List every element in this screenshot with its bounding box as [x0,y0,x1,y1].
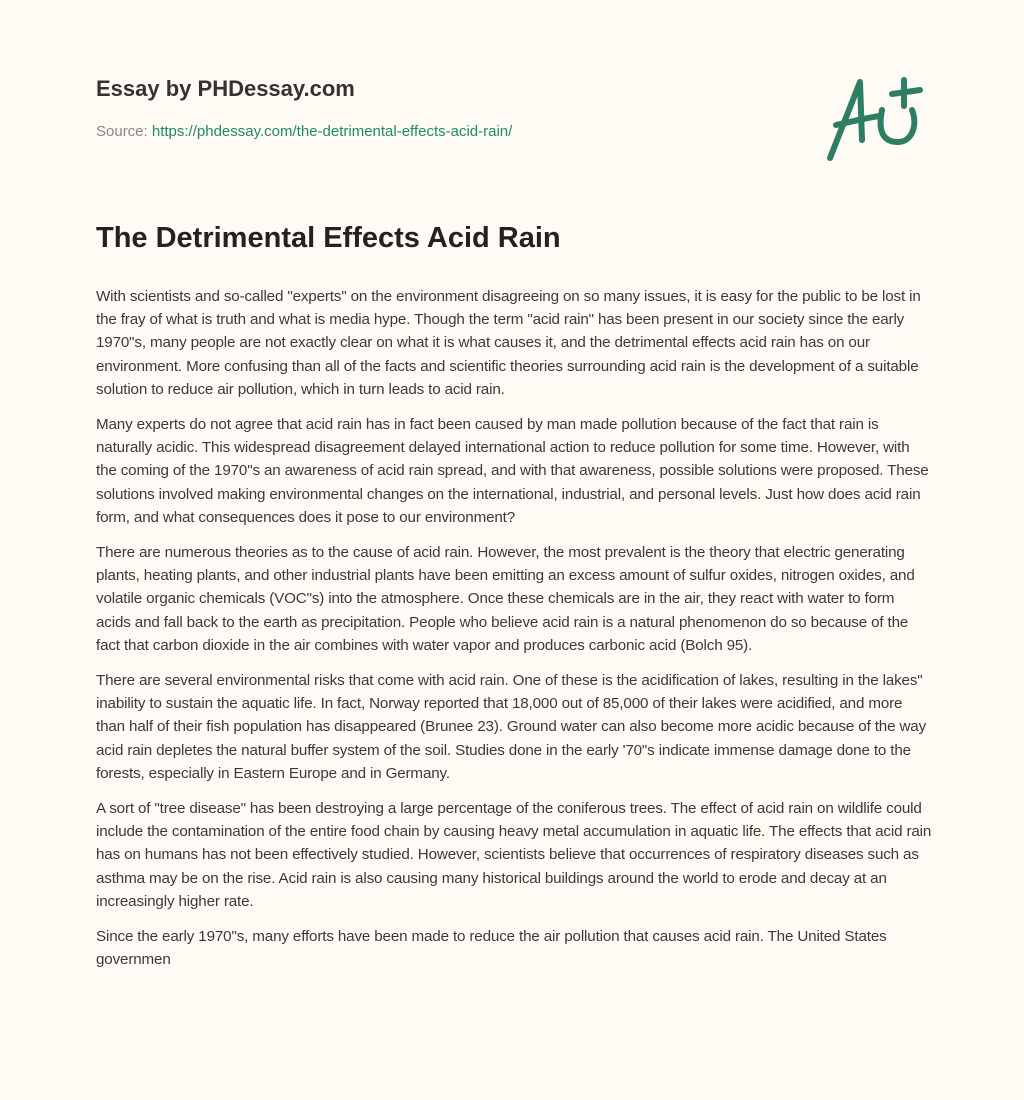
paragraph: With scientists and so-called "experts" on the environment disagreeing on so many issues, it is easy for the public to be lost in the fray of what is truth and what is media hype. Though the term "acid rain" has been present in our society since the early 1970"s, many people are not exactly clear on what it is what causes it, and the detrimental effects acid rain has on our environment. More confusing than all of the facts and scientific theories surrounding acid rain is the development of a suitable solution to reduce air pollution, which in turn leads to acid rain. [96,288,921,398]
source-link[interactable]: https://phdessay.com/the-detrimental-effects-acid-rain/ [151,123,513,140]
paragraph: There are numerous theories as to the cause of acid rain. However, the most prevalent is the theory that electric generating plants, heating plants, and other industrial plants have been emitting an excess amount of sulfur oxides, nitrogen oxides, and volatile organic chemicals (VOC"s) into the atmosphere. Once these chemicals are in the air, they react with water to form acids and fall back to the earth as precipitation. People who believe acid rain is a natural phenomenon do so because of the fact that carbon dioxide in the air combines with water vapor and produces carbonic acid (Bolch 95). [96,544,915,654]
article-body [96,285,932,983]
source-label: Source: [96,123,148,140]
site-brand: Essay by PHDessay.com [96,76,355,101]
source-line [96,123,512,140]
paragraph: There are several environmental risks that come with acid rain. One of these is the acidification of lakes, resulting in the lakes" inability to sustain the aquatic life. In fact, Norway reported that 18,000 out of 85,000 of their lakes were acidified, and more than half of their fish population has disappeared (Brunee 23). Ground water can also become more acidic because of the way acid rain depletes the natural buffer system of the soil. Studies done in the early '70"s indicate immense damage done to the forests, especially in Eastern Europe and in Germany. [96,672,927,782]
article-title: The Detrimental Effects Acid Rain [96,222,561,254]
paragraph: Since the early 1970"s, many efforts have been made to reduce the air pollution that causes acid rain. The United States governmen [96,928,887,969]
paragraph: Many experts do not agree that acid rain has in fact been caused by man made pollution because of the fact that rain is naturally acidic. This widespread disagreement delayed international action to reduce pollution for some time. However, with the coming of the 1970"s an awareness of acid rain spread, and with that awareness, possible solutions were proposed. These solutions involved making environmental changes on the international, industrial, and personal levels. Just how does acid rain form, and what consequences does it pose to our environment? [96,416,929,526]
a-plus-logo-icon [820,70,930,170]
paragraph: A sort of "tree disease" has been destroying a large percentage of the coniferous trees. The effect of acid rain on wildlife could include the contamination of the entire food chain by causing heavy metal accumulation in aquatic life. The effects that acid rain has on humans has not been effectively studied. However, scientists believe that occurrences of respiratory diseases such as asthma may be on the rise. Acid rain is also causing many historical buildings around the world to erode and decay at an increasingly higher rate. [96,800,932,910]
